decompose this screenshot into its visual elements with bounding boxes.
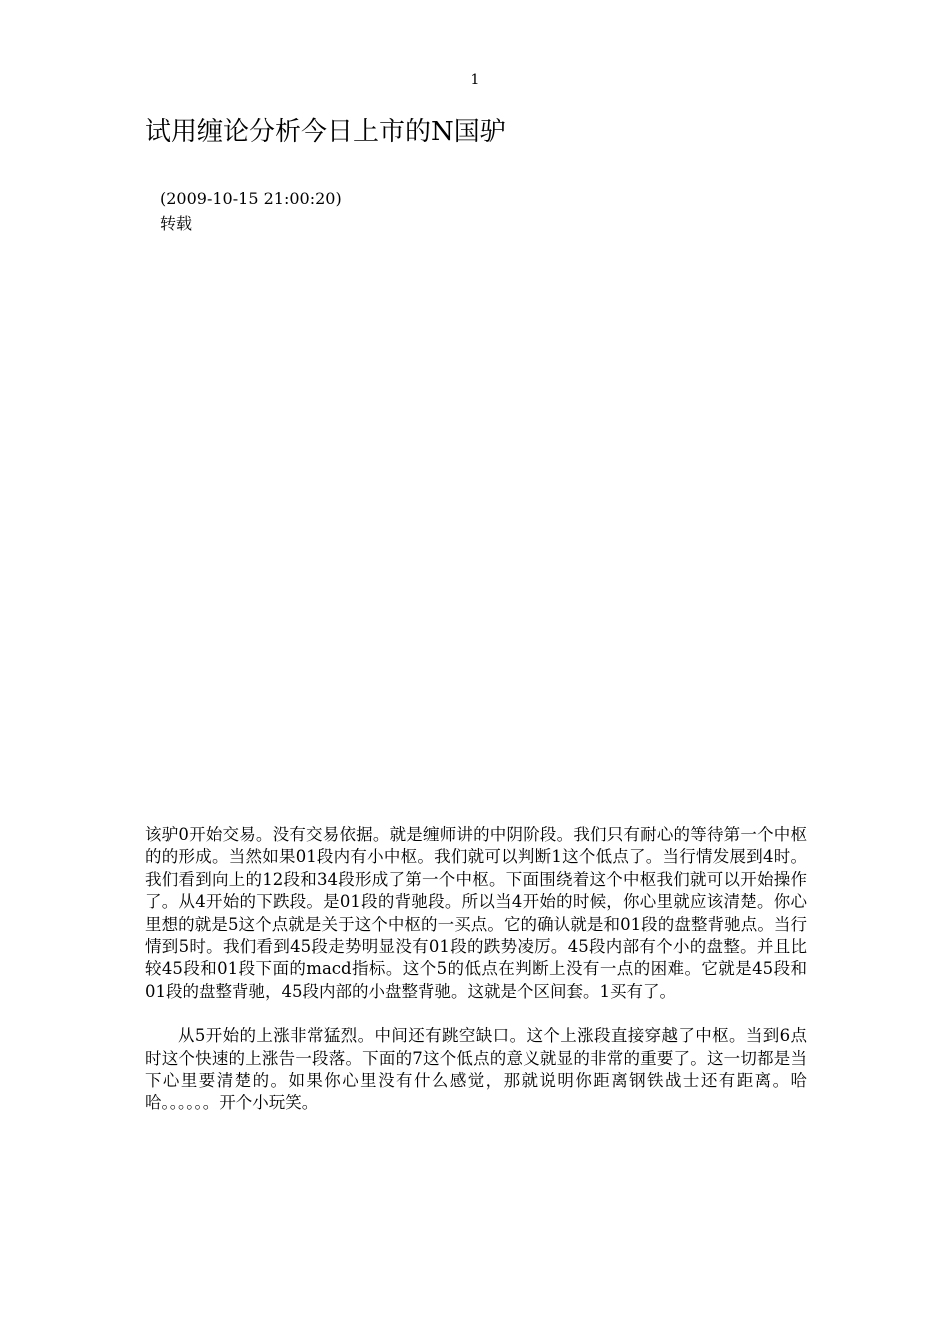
article-body <box>145 824 807 1115</box>
article-meta <box>160 186 342 236</box>
article-timestamp: (2009-10-15 21:00:20) <box>160 189 342 208</box>
page-number: 1 <box>470 72 480 88</box>
article-tag: 转载 <box>160 214 193 233</box>
body-paragraph: 从5开始的上涨非常猛烈。中间还有跳空缺口。这个上涨段直接穿越了中枢。当到6点时这个快速的上涨告一段落。下面的7这个低点的意义就显的非常的重要了。这一切都是当下心里要清楚的。如果你心里没有什么感觉，那就说明你距离钢铁战士还有距离。哈哈。。。。。。开个小玩笑。 <box>145 1026 807 1113</box>
body-paragraph: 该驴0开始交易。没有交易依据。就是缠师讲的中阴阶段。我们只有耐心的等待第一个中枢的的形成。当然如果01段内有小中枢。我们就可以判断1这个低点了。当行情发展到4时。我们看到向上的12段和34段形成了第一个中枢。下面围绕着这个中枢我们就可以开始操作了。从4开始的下跌段。是01段的背驰段。所以当4开始的时候，你心里就应该清楚。你心里想的就是5这个点就是关于这个中枢的一买点。它的确认就是和01段的盘整背驰点。当行情到5时。我们看到45段走势明显没有01段的跌势凌厉。45段内部有个小的盘整。并且比较45段和01段下面的macd指标。这个5的低点在判断上没有一点的困难。它就是45段和01段的盘整背驰，45段内部的小盘整背驰。这就是个区间套。1买有了。 <box>145 825 807 1001</box>
article-title: 试用缠论分析今日上市的N国驴 <box>145 117 506 147</box>
